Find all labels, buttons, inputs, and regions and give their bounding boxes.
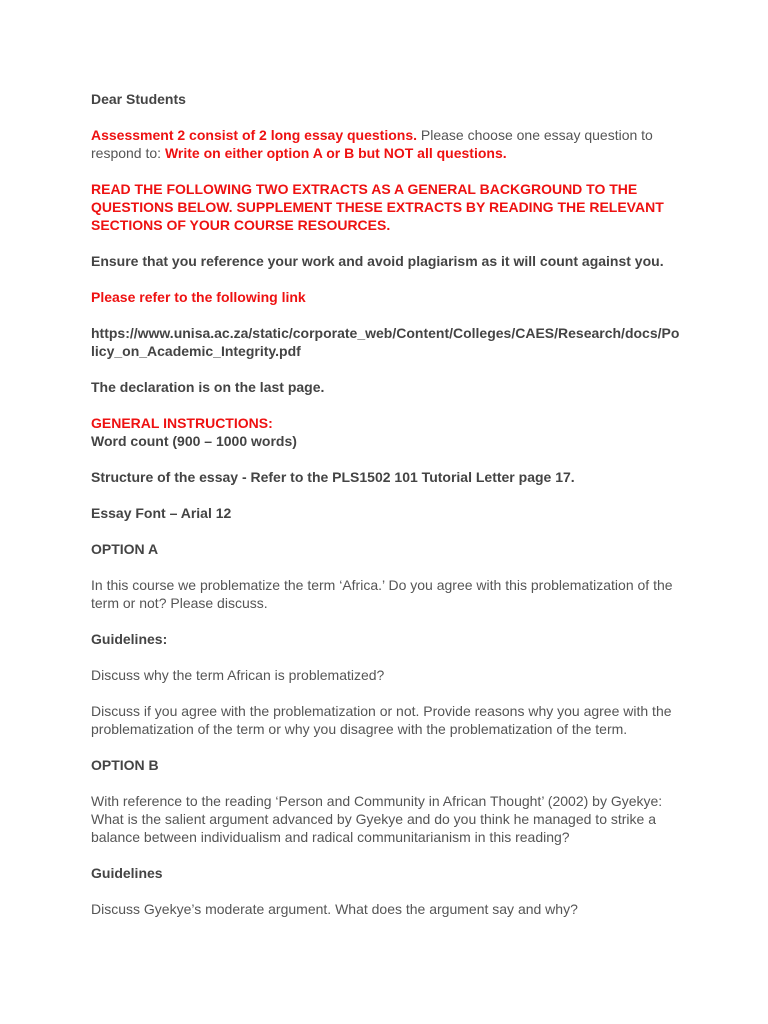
word-count: Word count (900 – 1000 words) [91,433,297,449]
intro-choose-text: Please choose one essay question to respond to: [91,127,653,161]
declaration-note: The declaration is on the last page. [91,379,325,395]
option-a-guidelines-heading: Guidelines: [91,631,168,647]
policy-link[interactable] [91,324,691,360]
intro-assessment-text: Assessment 2 consist of 2 long essay questions. [91,127,417,143]
essay-font-note: Essay Font – Arial 12 [91,505,232,521]
intro-option-text: Write on either option A or B but NOT all questions. [164,145,507,161]
option-a-question: In this course we problematize the term ‘Africa.’ Do you agree with this problematization of the term or not? Please discuss. [91,577,673,611]
policy-link-line-1[interactable]: https://www.unisa.ac.za/static/corporate_web/Content/Colleges/CAES/Research/docs/Po [91,325,680,341]
read-notice: READ THE FOLLOWING TWO EXTRACTS AS A GENERAL BACKGROUND TO THE QUESTIONS BELOW. SUPPLEMENT THESE EXTRACTS BY READING THE RELEVANT SECTIONS OF YOUR COURSE RESOURCES. [91,181,664,233]
essay-structure-note: Structure of the essay - Refer to the PLS1502 101 Tutorial Letter page 17. [91,469,575,485]
option-a-heading: OPTION A [91,541,159,557]
document-page [91,90,691,936]
option-b-question: With reference to the reading ‘Person and Community in African Thought’ (2002) by Gyekye: What is the salient argument advanced by Gyekye and do you think he managed to strike a balance between individualism and radical communitarianism in this reading? [91,793,663,845]
option-b-guidelines-heading: Guidelines [91,865,163,881]
policy-link-line-2[interactable]: licy_on_Academic_Integrity.pdf [91,343,301,359]
option-a-guideline-2: Discuss if you agree with the problematization or not. Provide reasons why you agree with the problematization of the term or why you disagree with the problematization of the term. [91,703,672,737]
reference-notice: Ensure that you reference your work and avoid plagiarism as it will count against you. [91,253,664,269]
intro-paragraph [91,126,691,162]
general-instructions [91,414,691,450]
link-intro: Please refer to the following link [91,289,306,305]
option-b-heading: OPTION B [91,757,159,773]
general-instructions-heading: GENERAL INSTRUCTIONS: [91,415,273,431]
greeting: Dear Students [91,91,186,107]
option-b-guideline-1: Discuss Gyekye’s moderate argument. What does the argument say and why? [91,901,578,917]
option-a-guideline-1: Discuss why the term African is problematized? [91,667,385,683]
